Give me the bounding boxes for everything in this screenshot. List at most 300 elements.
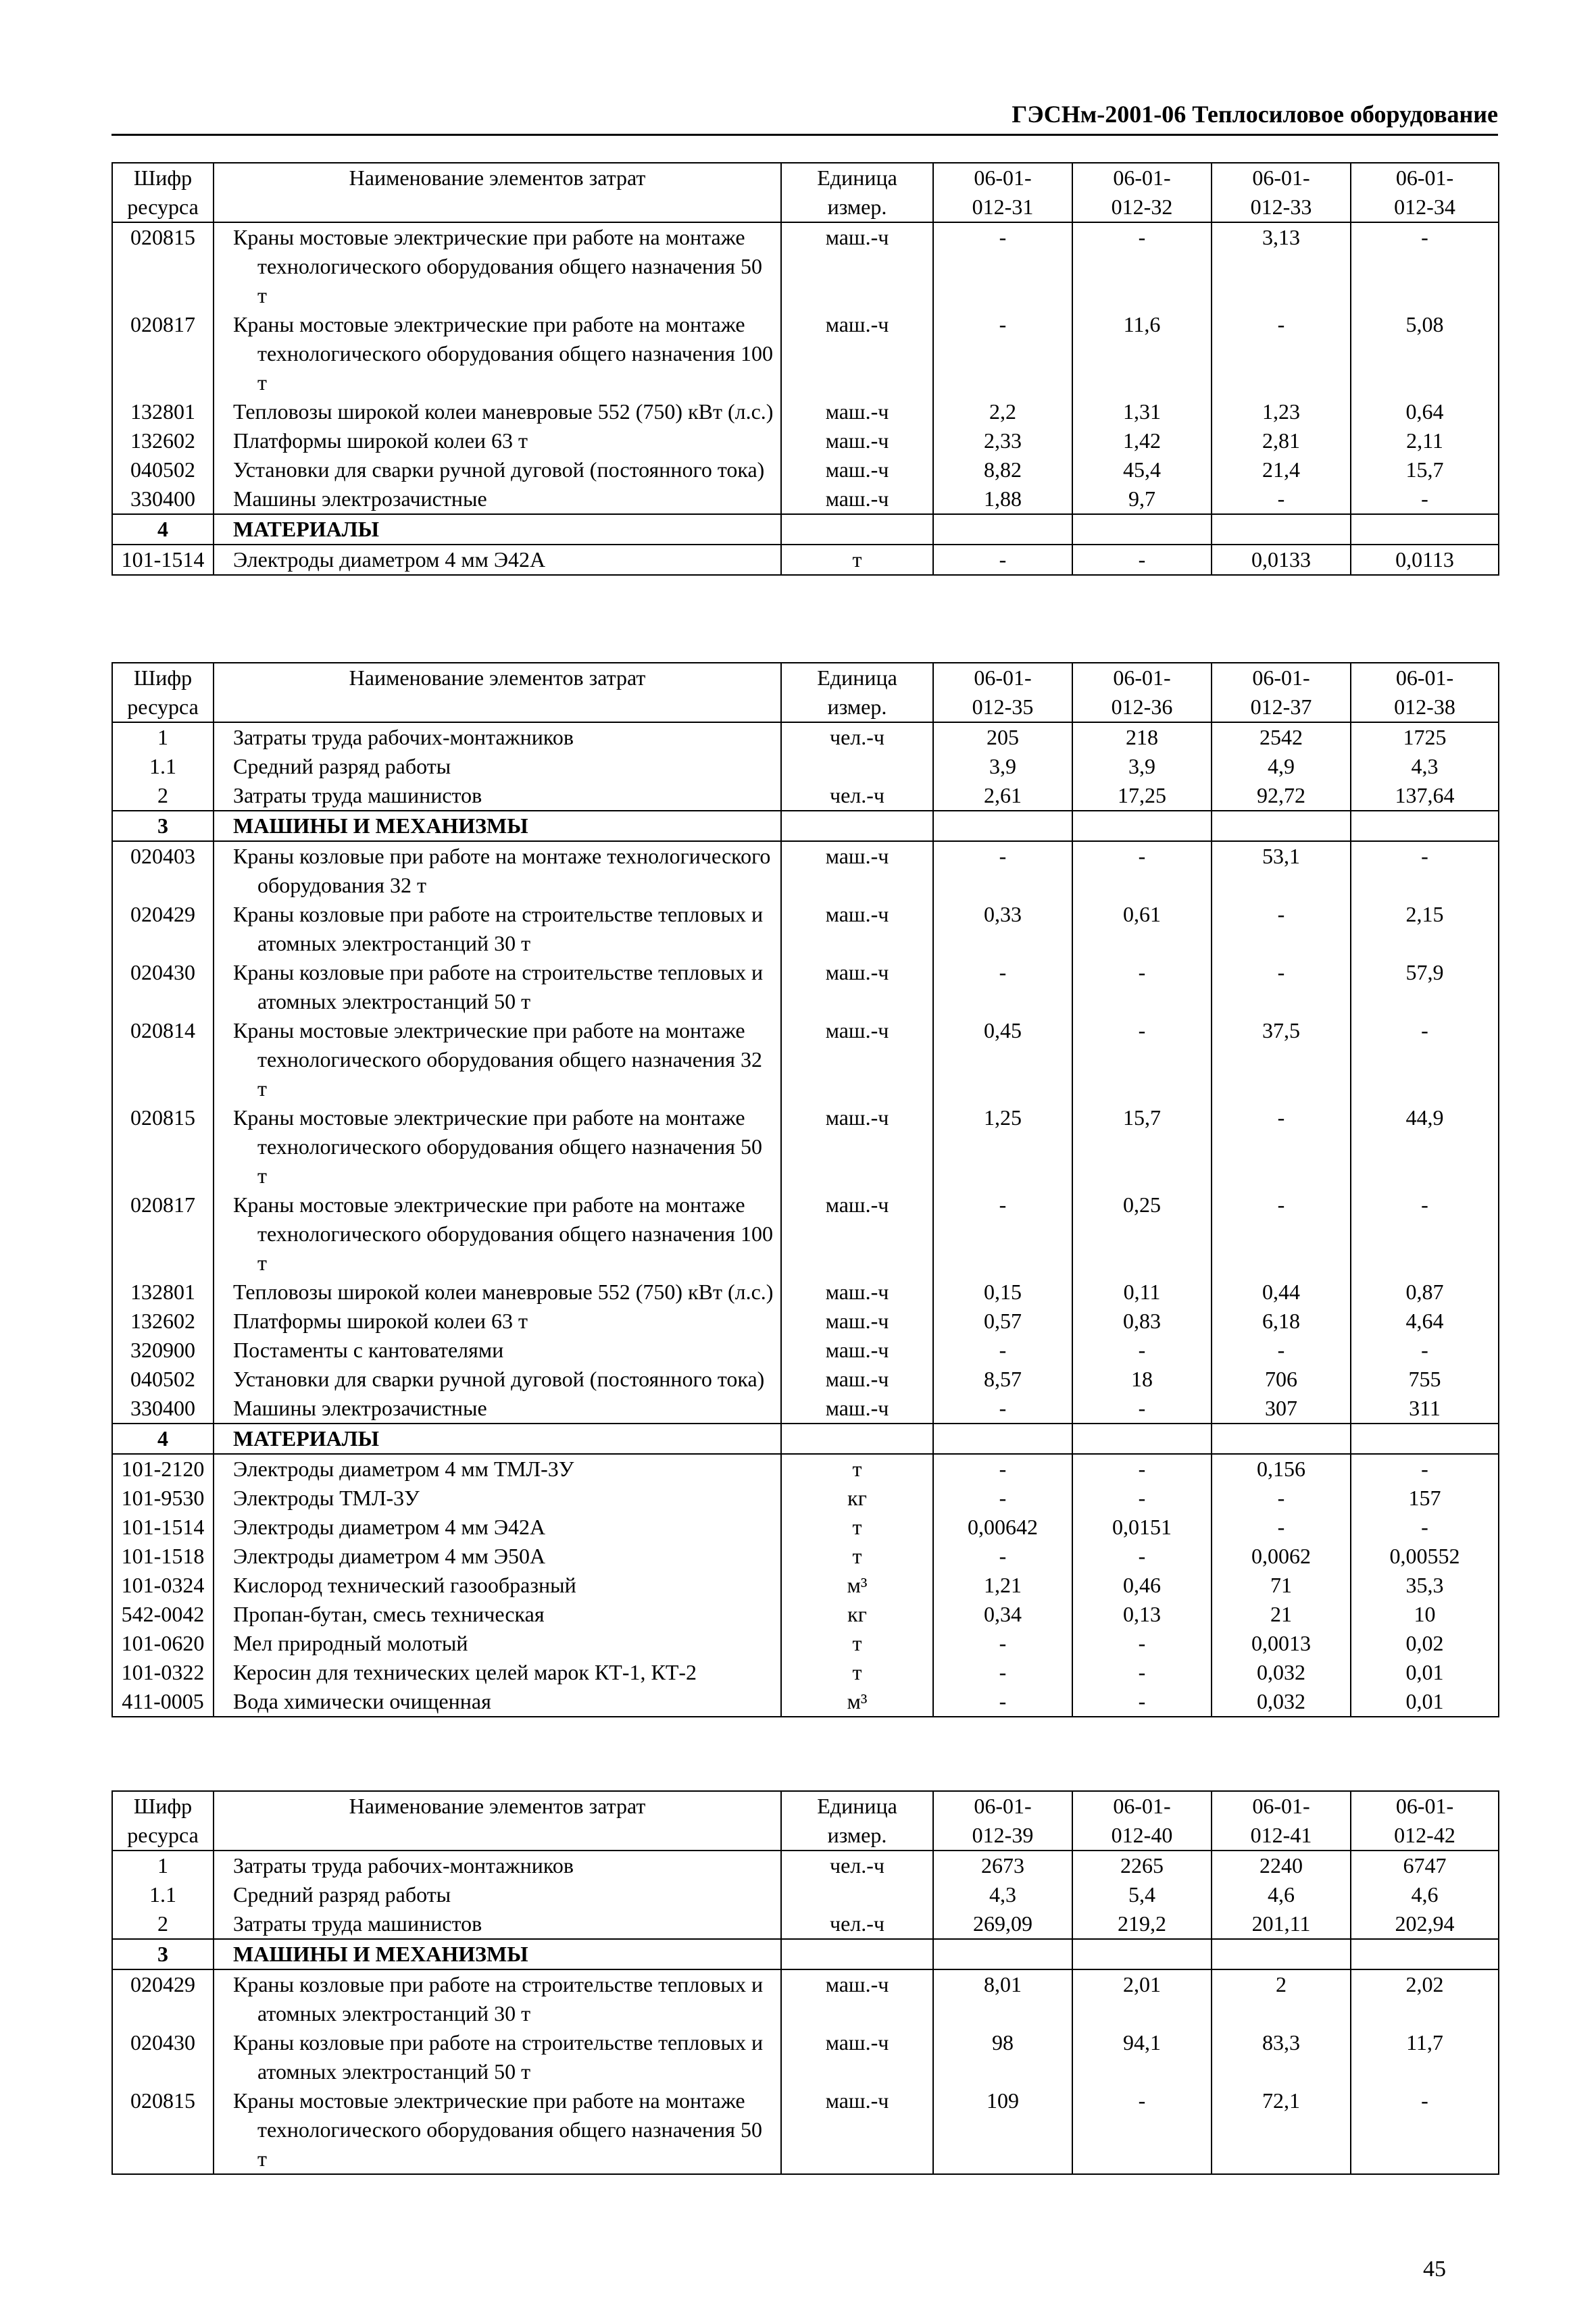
value-cell (1212, 1190, 1351, 1278)
table-row (112, 426, 1499, 455)
resource-name (214, 1424, 781, 1454)
value-cell (933, 397, 1072, 426)
resource-name (214, 397, 781, 426)
value-cell-text: 2265 (1120, 1853, 1164, 1878)
value-cell (933, 1851, 1072, 1880)
header-norm-code-line-1: 06-01- (1395, 1794, 1454, 1818)
value-cell-text: 9,7 (1128, 486, 1155, 511)
resource-code (112, 484, 214, 514)
unit-text: маш.-ч (825, 486, 889, 511)
value-cell-text: 4,6 (1411, 1882, 1439, 1907)
value-cell-text: 0,0151 (1112, 1515, 1172, 1539)
unit-text: т (852, 1515, 862, 1539)
resource-name-text: Электроды ТМЛ-3У (233, 1486, 420, 1510)
unit-text: маш.-ч (825, 428, 889, 453)
value-cell (1351, 1969, 1499, 2028)
value-cell (1212, 397, 1351, 426)
header-norm-code (1072, 663, 1212, 722)
value-cell (1072, 1629, 1212, 1658)
value-cell (1072, 811, 1212, 841)
value-cell (1351, 484, 1499, 514)
unit-text: т (852, 1631, 862, 1655)
value-cell (1072, 484, 1212, 514)
table-row (112, 2028, 1499, 2086)
value-cell (1072, 752, 1212, 781)
value-cell-text: 0,0013 (1251, 1631, 1311, 1655)
header-norm-code-line-1: 06-01- (1113, 166, 1171, 190)
value-cell (1351, 1190, 1499, 1278)
resource-code (112, 1851, 214, 1880)
header-code (112, 663, 214, 722)
resource-code (112, 1336, 214, 1365)
unit-text: маш.-ч (825, 1309, 889, 1333)
resource-name-text: Краны мостовые электрические при работе на монтаже технологического оборудования общего назначения 100 т (233, 1192, 773, 1275)
value-cell-text: - (1138, 1396, 1146, 1420)
unit (781, 397, 933, 426)
value-cell (933, 1600, 1072, 1629)
table-header-row (112, 1791, 1499, 1851)
value-cell (1072, 1394, 1212, 1424)
value-cell-text: 157 (1408, 1486, 1441, 1510)
value-cell-text: - (999, 960, 1007, 984)
value-cell-text: 0,156 (1257, 1457, 1305, 1481)
value-cell-text: 1,42 (1123, 428, 1161, 453)
resource-name (214, 1103, 781, 1190)
resource-name-text: Краны козловые при работе на строительстве тепловых и атомных электростанций 50 т (233, 960, 764, 1013)
table-row (112, 1513, 1499, 1542)
header-norm-code-line-2: 012-34 (1394, 195, 1455, 219)
resource-code (112, 1016, 214, 1103)
value-cell (933, 841, 1072, 900)
header-norm-code-line-2: 012-38 (1394, 695, 1455, 719)
value-cell (1351, 1307, 1499, 1336)
resource-code (112, 1658, 214, 1687)
value-cell (1351, 1365, 1499, 1394)
resource-name (214, 484, 781, 514)
unit (781, 1394, 933, 1424)
table-row (112, 484, 1499, 514)
header-unit-line-1: Единица (817, 166, 897, 190)
value-cell (1351, 1939, 1499, 1969)
value-cell (933, 484, 1072, 514)
resource-code-text: 020815 (130, 225, 195, 249)
unit-text: т (852, 1660, 862, 1684)
resource-name-text: Краны мостовые электрические при работе на монтаже технологического оборудования общего назначения 100 т (233, 312, 773, 395)
resource-code (112, 514, 214, 545)
header-norm-code (1212, 663, 1351, 722)
resource-code-text: 020814 (130, 1018, 195, 1042)
unit (781, 1687, 933, 1717)
unit-text: чел.-ч (829, 725, 884, 749)
value-cell (1212, 1278, 1351, 1307)
value-cell-text: - (999, 1689, 1007, 1713)
unit (781, 722, 933, 752)
value-cell-text: 2 (1276, 1972, 1287, 1996)
value-cell (933, 2028, 1072, 2086)
value-cell-text: 219,2 (1118, 1911, 1166, 1936)
value-cell (1351, 1600, 1499, 1629)
value-cell-text: - (1277, 1192, 1285, 1217)
value-cell (1072, 222, 1212, 310)
value-cell-text: - (1138, 1018, 1146, 1042)
resource-code-text: 3 (157, 813, 168, 838)
resource-code (112, 222, 214, 310)
value-cell-text: 0,0113 (1395, 547, 1454, 572)
resource-name (214, 1851, 781, 1880)
value-cell (933, 222, 1072, 310)
value-cell (1212, 1571, 1351, 1600)
value-cell (1212, 1969, 1351, 2028)
resource-name (214, 1880, 781, 1909)
value-cell-text: 10 (1414, 1602, 1436, 1626)
value-cell-text: 202,94 (1395, 1911, 1455, 1936)
value-cell (1072, 310, 1212, 397)
value-cell-text: 53,1 (1262, 844, 1300, 868)
value-cell (1212, 1600, 1351, 1629)
value-cell (1351, 958, 1499, 1016)
resource-code-text: 020429 (130, 1972, 195, 1996)
value-cell (1212, 752, 1351, 781)
header-norm-code (1072, 163, 1212, 222)
resource-code-text: 020815 (130, 2088, 195, 2113)
resource-name (214, 1571, 781, 1600)
resource-name-text: Машины электрозачистные (233, 1396, 487, 1420)
resource-name-text: Затраты труда рабочих-монтажников (233, 1853, 574, 1878)
unit-text: маш.-ч (825, 960, 889, 984)
value-cell-text: 311 (1409, 1396, 1441, 1420)
value-cell (1212, 222, 1351, 310)
resource-name (214, 310, 781, 397)
value-cell (1351, 781, 1499, 811)
value-cell (1351, 1016, 1499, 1103)
resource-name (214, 752, 781, 781)
header-code-line-1: Шифр (133, 1794, 193, 1818)
unit-text: маш.-ч (825, 1396, 889, 1420)
resource-code-text: 4 (157, 1426, 168, 1451)
resource-code-text: 4 (157, 517, 168, 541)
resource-code (112, 1687, 214, 1717)
unit (781, 1424, 933, 1454)
value-cell-text: 6,18 (1262, 1309, 1300, 1333)
table-row (112, 1103, 1499, 1190)
header-norm-code-line-1: 06-01- (1395, 665, 1454, 690)
value-cell-text: 2,2 (989, 399, 1016, 424)
resource-name-text: Затраты труда машинистов (233, 783, 482, 807)
value-cell (933, 1278, 1072, 1307)
value-cell-text: 0,34 (984, 1602, 1022, 1626)
unit (781, 514, 933, 545)
value-cell-text: - (1421, 1338, 1428, 1362)
value-cell-text: - (999, 1457, 1007, 1481)
resource-name-text: Керосин для технических целей марок КТ-1, КТ-2 (233, 1660, 697, 1684)
section-row (112, 1939, 1499, 1969)
value-cell (1072, 2086, 1212, 2174)
table-row (112, 1658, 1499, 1687)
value-cell-text: 0,13 (1123, 1602, 1161, 1626)
header-norm-code-line-2: 012-31 (972, 195, 1034, 219)
resource-name-text: МАШИНЫ И МЕХАНИЗМЫ (233, 813, 528, 838)
table-row (112, 1909, 1499, 1939)
resource-code-text: 132801 (130, 399, 195, 424)
unit (781, 900, 933, 958)
value-cell-text: - (1277, 1486, 1285, 1510)
value-cell-text: 0,15 (984, 1280, 1022, 1304)
value-cell (1212, 781, 1351, 811)
unit-text: маш.-ч (825, 844, 889, 868)
value-cell (1212, 426, 1351, 455)
resource-code (112, 781, 214, 811)
resource-code-text: 101-0324 (121, 1573, 205, 1597)
resource-code (112, 310, 214, 397)
value-cell-text: 2,15 (1405, 902, 1444, 926)
value-cell-text: 109 (987, 2088, 1019, 2113)
resource-name (214, 1600, 781, 1629)
value-cell (1212, 1307, 1351, 1336)
resource-code-text: 1.1 (149, 1882, 176, 1907)
table-row (112, 455, 1499, 484)
value-cell-text: 1,31 (1123, 399, 1161, 424)
header-norm-code-line-1: 06-01- (1113, 665, 1171, 690)
value-cell (1212, 1484, 1351, 1513)
header-norm-code (933, 1791, 1072, 1851)
value-cell (933, 1365, 1072, 1394)
resource-code-text: 020403 (130, 844, 195, 868)
value-cell-text: 0,57 (984, 1309, 1022, 1333)
value-cell-text: 4,6 (1268, 1882, 1295, 1907)
value-cell (1351, 1394, 1499, 1424)
resource-name-text: Мел природный молотый (233, 1631, 468, 1655)
resource-name (214, 1687, 781, 1717)
resource-code-text: 2 (157, 1911, 168, 1936)
resource-name (214, 1016, 781, 1103)
value-cell (1072, 1336, 1212, 1365)
unit-text: маш.-ч (825, 902, 889, 926)
resource-name (214, 722, 781, 752)
table-row (112, 222, 1499, 310)
value-cell (933, 426, 1072, 455)
page-number: 45 (1423, 2257, 1446, 2282)
header-norm-code-line-2: 012-40 (1111, 1823, 1173, 1847)
value-cell-text: - (1421, 844, 1428, 868)
resource-name-text: Краны мостовые электрические при работе на монтаже технологического оборудования общего назначения 50 т (233, 1105, 762, 1188)
page-header (111, 95, 1498, 136)
unit-text: маш.-ч (825, 1280, 889, 1304)
resource-code (112, 1424, 214, 1454)
value-cell (1212, 958, 1351, 1016)
value-cell (1072, 1190, 1212, 1278)
value-cell (933, 1939, 1072, 1969)
document-title: ГЭСНм-2001-06 Теплосиловое оборудование (1012, 101, 1498, 128)
header-unit-line-1: Единица (817, 1794, 897, 1818)
header-norm-code (1351, 1791, 1499, 1851)
unit-text: т (852, 547, 862, 572)
header-code-line-1: Шифр (133, 166, 193, 190)
resource-code (112, 1190, 214, 1278)
value-cell-text: - (1421, 225, 1428, 249)
resource-code (112, 455, 214, 484)
value-cell-text: 0,44 (1262, 1280, 1300, 1304)
header-norm-code-line-1: 06-01- (974, 166, 1032, 190)
table-header-row (112, 663, 1499, 722)
value-cell (933, 545, 1072, 575)
resource-name-text: Электроды диаметром 4 мм Э42А (233, 1515, 546, 1539)
value-cell-text: - (1277, 486, 1285, 511)
value-cell (933, 1629, 1072, 1658)
value-cell-text: - (999, 1660, 1007, 1684)
value-cell-text: 35,3 (1405, 1573, 1444, 1597)
value-cell (933, 1454, 1072, 1484)
value-cell (1212, 545, 1351, 575)
value-cell (933, 722, 1072, 752)
unit (781, 426, 933, 455)
resource-name-text: Электроды диаметром 4 мм ТМЛ-3У (233, 1457, 574, 1481)
resource-name (214, 1969, 781, 2028)
resource-name (214, 811, 781, 841)
table-row (112, 781, 1499, 811)
table-row (112, 1969, 1499, 2028)
value-cell-text: - (1277, 960, 1285, 984)
header-norm-code-line-2: 012-37 (1250, 695, 1312, 719)
header-norm-code-line-2: 012-32 (1111, 195, 1173, 219)
resource-name-text: Затраты труда рабочих-монтажников (233, 725, 574, 749)
value-cell (1072, 397, 1212, 426)
value-cell-text: - (1138, 1660, 1146, 1684)
value-cell (1212, 1909, 1351, 1939)
value-cell-text: 17,25 (1118, 783, 1166, 807)
value-cell (1351, 2086, 1499, 2174)
table-row (112, 397, 1499, 426)
value-cell (933, 811, 1072, 841)
value-cell (1072, 514, 1212, 545)
value-cell (1351, 397, 1499, 426)
resource-code-text: 411-0005 (122, 1689, 204, 1713)
value-cell-text: 137,64 (1395, 783, 1455, 807)
value-cell (1351, 1851, 1499, 1880)
resource-code-text: 132602 (130, 1309, 195, 1333)
header-unit-line-2: измер. (827, 695, 887, 719)
value-cell (933, 1394, 1072, 1424)
resource-name-text: Краны козловые при работе на строительстве тепловых и атомных электростанций 30 т (233, 902, 764, 955)
value-cell (933, 781, 1072, 811)
resource-code (112, 397, 214, 426)
value-cell (1072, 781, 1212, 811)
resource-code-text: 330400 (130, 486, 195, 511)
resource-code-text: 1 (157, 1853, 168, 1878)
resource-code (112, 1909, 214, 1939)
resource-code (112, 1394, 214, 1424)
value-cell-text: 269,09 (973, 1911, 1032, 1936)
value-cell-text: 8,01 (984, 1972, 1022, 1996)
value-cell (1072, 1542, 1212, 1571)
value-cell (1072, 1571, 1212, 1600)
resource-name (214, 900, 781, 958)
header-norm-code-line-1: 06-01- (1395, 166, 1454, 190)
value-cell-text: 3,13 (1262, 225, 1300, 249)
header-unit (781, 663, 933, 722)
value-cell (1212, 1851, 1351, 1880)
resource-name (214, 841, 781, 900)
value-cell-text: 71 (1270, 1573, 1292, 1597)
resource-code-text: 320900 (130, 1338, 195, 1362)
value-cell-text: 2542 (1260, 725, 1303, 749)
resource-code (112, 1103, 214, 1190)
unit (781, 484, 933, 514)
resource-name (214, 514, 781, 545)
resource-name-text: Кислород технический газообразный (233, 1573, 576, 1597)
value-cell-text: 201,11 (1251, 1911, 1311, 1936)
resource-name-text: Установки для сварки ручной дуговой (постоянного тока) (233, 457, 765, 482)
unit-text: м³ (847, 1573, 868, 1597)
value-cell (1072, 1365, 1212, 1394)
header-norm-code-line-2: 012-39 (972, 1823, 1034, 1847)
section-row (112, 514, 1499, 545)
header-norm-code-line-1: 06-01- (974, 665, 1032, 690)
value-cell (1351, 1424, 1499, 1454)
value-cell (933, 1103, 1072, 1190)
value-cell-text: 2240 (1260, 1853, 1303, 1878)
value-cell-text: - (1138, 844, 1146, 868)
value-cell-text: 72,1 (1262, 2088, 1300, 2113)
resource-code-text: 020815 (130, 1105, 195, 1130)
value-cell (1351, 1454, 1499, 1484)
value-cell (933, 514, 1072, 545)
value-cell-text: 0,61 (1123, 902, 1161, 926)
value-cell (1351, 1880, 1499, 1909)
value-cell-text: 5,08 (1405, 312, 1444, 336)
header-code-line-2: ресурса (127, 695, 199, 719)
table-row (112, 1484, 1499, 1513)
value-cell-text: 2,81 (1262, 428, 1300, 453)
value-cell (1072, 1513, 1212, 1542)
unit-text: кг (847, 1602, 867, 1626)
resource-code-text: 101-1518 (121, 1544, 205, 1568)
value-cell-text: 4,3 (1411, 754, 1439, 778)
unit (781, 1629, 933, 1658)
value-cell (1351, 722, 1499, 752)
header-norm-code-line-2: 012-36 (1111, 695, 1173, 719)
header-norm-code-line-1: 06-01- (1252, 665, 1310, 690)
unit-text: т (852, 1544, 862, 1568)
value-cell (1212, 1016, 1351, 1103)
resource-name (214, 1939, 781, 1969)
resource-name-text: Пропан-бутан, смесь техническая (233, 1602, 545, 1626)
value-cell-text: 0,01 (1405, 1660, 1444, 1684)
resource-code-text: 542-0042 (121, 1602, 205, 1626)
table-row (112, 2086, 1499, 2174)
value-cell (1212, 1939, 1351, 1969)
value-cell (1212, 1687, 1351, 1717)
value-cell (1212, 1394, 1351, 1424)
resource-code (112, 1365, 214, 1394)
resource-code (112, 1969, 214, 2028)
unit-text: чел.-ч (829, 783, 884, 807)
resource-name (214, 222, 781, 310)
value-cell (1351, 1542, 1499, 1571)
resource-name (214, 1909, 781, 1939)
value-cell (1072, 455, 1212, 484)
value-cell (1351, 455, 1499, 484)
value-cell-text: 8,82 (984, 457, 1022, 482)
header-unit (781, 1791, 933, 1851)
resource-name-text: Краны мостовые электрические при работе на монтаже технологического оборудования общего назначения 50 т (233, 225, 762, 307)
value-cell-text: 15,7 (1405, 457, 1444, 482)
value-cell (1212, 1424, 1351, 1454)
value-cell (1072, 545, 1212, 575)
unit (781, 1880, 933, 1909)
header-norm-code (1212, 1791, 1351, 1851)
value-cell-text: 1725 (1403, 725, 1447, 749)
resource-code (112, 1571, 214, 1600)
